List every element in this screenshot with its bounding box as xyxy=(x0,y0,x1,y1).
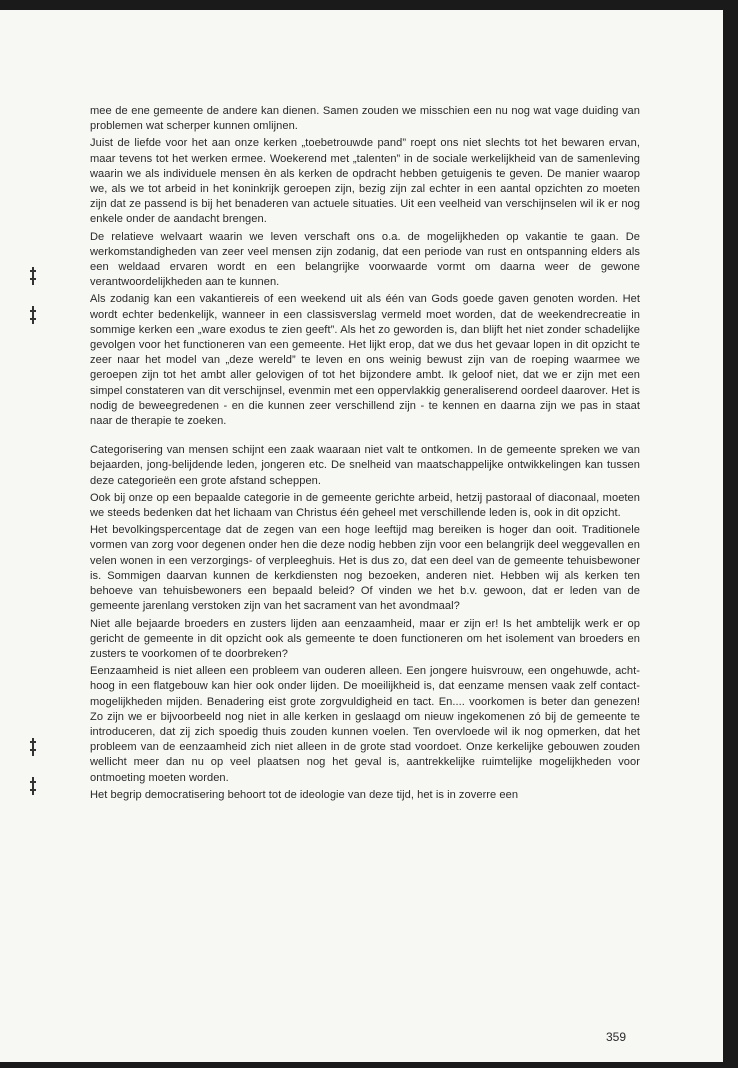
body-text xyxy=(90,104,640,805)
paragraph: Het begrip democratisering behoort tot de ideologie van deze tijd, het is in zoverre een xyxy=(90,788,519,801)
margin-mark-icon xyxy=(30,777,36,795)
margin-mark-icon xyxy=(30,738,36,756)
paragraph: De relatieve welvaart waarin we leven verschaft ons o.a. de mogelijkheden op vakantie te gaan. De werkomstandigheden van zeer veel mensen zijn zodanig, dat een periode van rust en ontspanning elders als een weldaad ervaren wordt en een belangrijke voorwaarde vormt om daarna weer de gewone verantwoordelijkheden aan te kunnen. xyxy=(90,230,640,289)
paragraph: Categorisering van mensen schijnt een zaak waaraan niet valt te ontkomen. In de gemeente spreken we van bejaarden, jong-belijdende leden, jongeren etc. De snelheid van maatschappelijke ontwikkelingen kan tussen deze categorieën een grote afstand scheppen. xyxy=(90,444,640,487)
margin-mark-icon xyxy=(30,267,36,285)
paragraph: mee de ene gemeente de andere kan dienen. Samen zouden we misschien een nu nog wat vage duiding van problemen wat scherper kunnen omlijnen. xyxy=(90,105,640,133)
paragraph: Als zodanig kan een vakantiereis of een weekend uit als één van Gods goede gaven genoten worden. Het wordt echter bedenkelijk, wanneer in een classisverslag vermeld moet worden, dat de weekendrecreatie in sommige kerken een „ware exodus te zien geeft”. Als het zo geworden is, dan blijft het niet zonder schadelijke gevolgen voor het functioneren van een gemeente. Het lijkt erop, dat we dus het gevaar lopen in dit opzicht te zeer naar het model van „deze wereld” te leven en ons weinig bewust zijn van de roeping waarmee we geroepen zijn tot het ambt aller gelovigen of tot het bijzondere ambt. Ik geloof niet, dat we er zijn met een simpel constateren van dit verschijnsel, evenmin met een oppervlakkig generaliserend oordeel daarover. Het is nodig de beweegredenen - en die kunnen zeer verschillend zijn - te kennen en daarna zijn we pas in staat naar de therapie te zoeken. xyxy=(90,293,640,428)
margin-mark-icon xyxy=(30,306,36,324)
page-number: 359 xyxy=(606,1030,627,1044)
paragraph: Eenzaamheid is niet alleen een probleem van ouderen alleen. Een jongere huisvrouw, een ongehuwde, acht-hoog in een flatgebouw kan hier ook onder lijden. De moeilijkheid is, dat eenzame mensen vaak zelf contact-mogelijkheden mijden. Benadering eist grote zorgvuldigheid en tact. En.... voorkomen is beter dan genezen! Zo zijn we er bijvoorbeeld nog niet in alle kerken in geslaagd om nieuw ingekomenen zó bij de gemeente te introduceren, dat zij zich spoedig thuis zouden kunnen voelen. Ten overvloede wil ik nog opmerken, dat het probleem van de eenzaamheid zich niet alleen in de grote stad voordoet. Onze kerkelijke gebouwen zouden wellicht meer dan nu op veel plaatsen nog het geval is, aantrekkelijke ruimtelijke mogelijkheden voor ontmoeting moeten worden. xyxy=(90,665,640,784)
paragraph: Juist de liefde voor het aan onze kerken „toebetrouwde pand” roept ons niet slechts tot het bewaren ervan, maar tevens tot het werken ermee. Woekerend met „talenten” in de sociale werkelijkheid van de samenleving waarin we als individuele mensen èn als kerken de opdracht hebben getuigenis te geven. De manier waarop we, als we tot arbeid in het koninkrijk geroepen zijn, bezig zijn zal echter in een aantal opzichten zo moeten zijn dat ze passend is bij het benaderen van actuele situaties. Uit een veelheid van verschijnselen wil ik er nog enkele onder de aandacht brengen. xyxy=(90,137,640,226)
document-page xyxy=(0,10,723,1062)
paragraph: Het bevolkingspercentage dat de zegen van een hoge leeftijd mag bereiken is hoger dan ooit. Traditionele vormen van zorg voor degenen onder hen die deze nodig hebben zijn voor een belangrijk deel weggevallen en velen wonen in een verzorgings- of verpleeghuis. Het is dus zo, dat een deel van de gemeente tehuisbewoner is. Sommigen daarvan kunnen de kerkdiensten nog bezoeken, anderen niet. Hebben wij als kerken ten behoeve van tehuisbewoners een bepaald beleid? Of vinden we het b.v. gewoon, dat er leden van de gemeente jarenlang verstoken zijn van het sacrament van het avondmaal? xyxy=(90,524,640,613)
paragraph: Niet alle bejaarde broeders en zusters lijden aan eenzaamheid, maar er zijn er! Is het ambtelijk werk er op gericht de gemeente in dit opzicht ook als gemeente te doen functioneren om het isolement van broeders en zusters te voorkomen of te doorbreken? xyxy=(90,617,640,660)
paragraph: Ook bij onze op een bepaalde categorie in de gemeente gerichte arbeid, hetzij pastoraal of diaconaal, moeten we steeds bedenken dat het lichaam van Christus één geheel met verschillende leden is, ook in dit opzicht. xyxy=(90,491,640,520)
